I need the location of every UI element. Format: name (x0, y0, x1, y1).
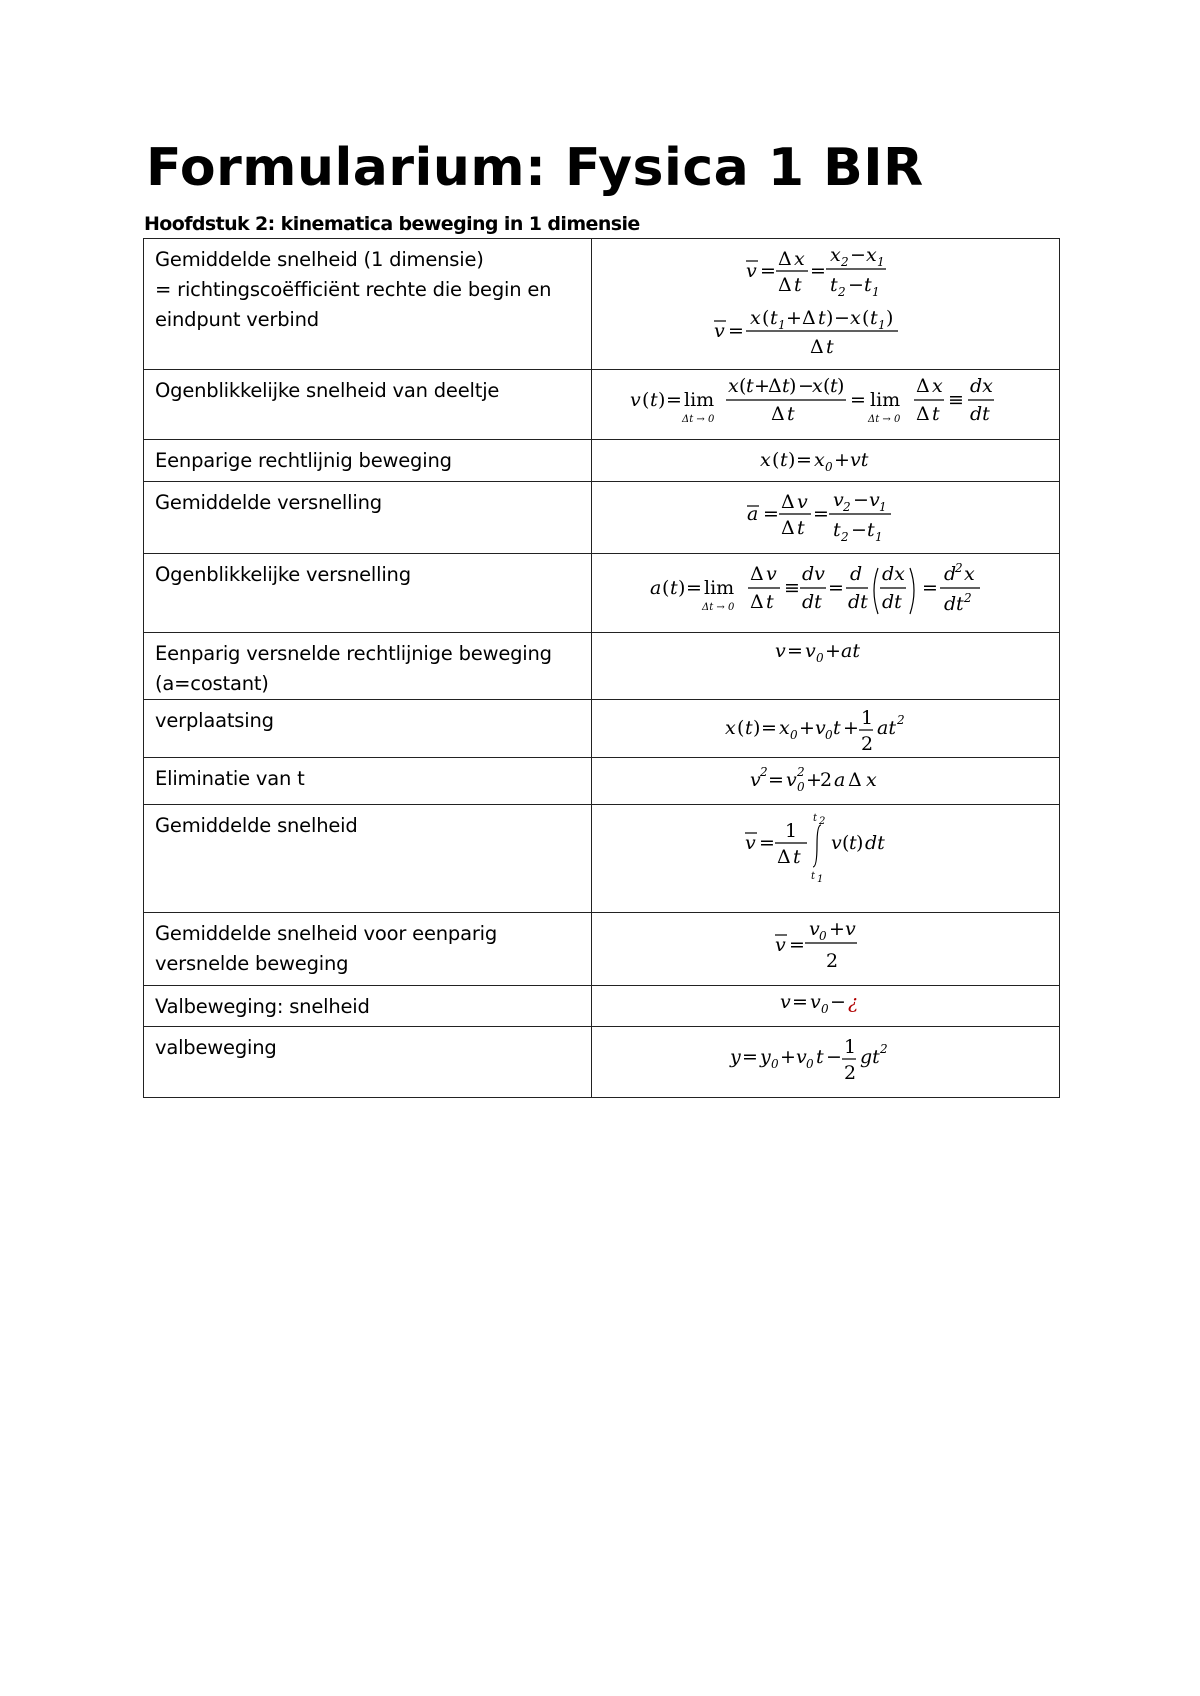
row-formula (592, 700, 1060, 758)
svg-text:x: x (749, 307, 761, 329)
table-row (144, 986, 1060, 1027)
table-row (144, 700, 1060, 758)
row-formula (592, 482, 1060, 554)
svg-text:Δt → 0: Δt → 0 (681, 414, 714, 425)
svg-text:=: = (812, 503, 829, 525)
svg-text:t: t (832, 519, 841, 541)
row-description: Valbeweging: snelheid (144, 986, 592, 1027)
svg-text:lim: lim (683, 389, 714, 411)
svg-text:t: t (869, 307, 878, 329)
formula-time-elimination (746, 758, 906, 802)
svg-text:=: = (685, 577, 702, 599)
svg-text:dt: dt (881, 591, 902, 613)
svg-text:t: t (786, 403, 795, 425)
svg-text:v: v (713, 320, 725, 342)
svg-text:1: 1 (878, 500, 887, 514)
svg-text:=: = (795, 449, 812, 471)
svg-text:d: d (849, 563, 862, 585)
svg-text:+: + (828, 918, 845, 940)
svg-text:t: t (955, 593, 964, 615)
svg-text:1: 1 (874, 530, 883, 544)
svg-text:v: v (785, 769, 797, 791)
svg-text:Δ: Δ (915, 403, 930, 425)
svg-text:t: t (817, 307, 826, 329)
svg-text:a: a (833, 769, 845, 791)
svg-text:(: ( (822, 375, 830, 397)
svg-text:+: + (779, 1046, 796, 1068)
svg-text:t: t (863, 274, 872, 296)
svg-text:2: 2 (963, 591, 972, 605)
svg-text:(: ( (771, 449, 779, 471)
svg-text:=: = (788, 934, 805, 956)
svg-text:1: 1 (877, 318, 886, 332)
svg-text:v: v (804, 640, 816, 662)
svg-text:): ) (855, 832, 863, 854)
svg-text:t: t (829, 274, 838, 296)
svg-text:v: v (749, 769, 761, 791)
svg-text:gt: gt (859, 1046, 880, 1068)
svg-text:=: = (762, 503, 779, 525)
row-description: Eenparige rechtlijnig beweging (144, 440, 592, 482)
svg-text:Δ: Δ (749, 591, 764, 613)
svg-text:2: 2 (825, 950, 838, 972)
svg-text:=: = (767, 769, 784, 791)
svg-text:=: = (791, 991, 808, 1013)
svg-text:1: 1 (871, 285, 880, 299)
svg-text:1: 1 (876, 255, 885, 269)
svg-text:2: 2 (860, 733, 873, 755)
svg-text:y: y (759, 1046, 771, 1068)
svg-text:+: + (753, 375, 770, 397)
svg-text:dt: dt (847, 591, 868, 613)
row-description: Gemiddelde snelheid (144, 805, 592, 913)
row-description: Gemiddelde snelheid voor eenparig versnelde beweging (144, 913, 592, 986)
svg-text:+: + (824, 640, 841, 662)
svg-text:d: d (943, 563, 956, 585)
table-row (144, 440, 1060, 482)
svg-text:(: ( (661, 577, 669, 599)
formula-average-velocity-integral (741, 805, 911, 885)
svg-text:a: a (746, 503, 758, 525)
svg-text:≡: ≡ (783, 577, 800, 599)
table-row (144, 1027, 1060, 1098)
svg-text:x: x (829, 244, 841, 266)
svg-text:Δ: Δ (776, 846, 791, 868)
row-formula (592, 1027, 1060, 1098)
svg-text:2: 2 (879, 1042, 888, 1056)
svg-text:t: t (810, 871, 815, 882)
page-title: Formularium: Fysica 1 BIR (146, 138, 924, 198)
svg-text:t: t (744, 717, 753, 739)
svg-text:v: v (795, 1046, 807, 1068)
svg-text:v: v (808, 918, 820, 940)
svg-text:): ) (836, 375, 844, 397)
svg-text:v: v (774, 640, 786, 662)
svg-text:−: − (852, 489, 869, 511)
svg-text:Δ: Δ (777, 274, 792, 296)
svg-text:+: + (842, 717, 859, 739)
svg-text:v: v (868, 489, 880, 511)
svg-text:): ) (677, 577, 685, 599)
svg-text:≡: ≡ (947, 389, 964, 411)
svg-text:0: 0 (820, 1002, 829, 1016)
formula-average-velocity-accelerated (771, 913, 881, 981)
svg-text:t: t (848, 832, 857, 854)
svg-text:dv: dv (801, 563, 825, 585)
svg-text:=: = (758, 832, 775, 854)
table-row (144, 633, 1060, 700)
svg-text:t: t (832, 717, 841, 739)
svg-text:t: t (781, 375, 790, 397)
svg-text:t: t (825, 336, 834, 358)
svg-text:=: = (827, 577, 844, 599)
svg-text:2: 2 (954, 561, 963, 575)
svg-text:2: 2 (896, 713, 905, 727)
row-formula (592, 370, 1060, 440)
row-description: Eenparig versnelde rechtlijnige beweging (a=costant) (144, 633, 592, 700)
svg-text:0: 0 (815, 651, 824, 665)
row-formula (592, 440, 1060, 482)
svg-text:t: t (866, 519, 875, 541)
row-formula (592, 554, 1060, 633)
svg-text:t: t (796, 517, 805, 539)
svg-text:dt: dt (969, 403, 990, 425)
row-description: Ogenblikkelijke snelheid van deeltje (144, 370, 592, 440)
svg-text:(: ( (861, 307, 869, 329)
svg-text:t: t (765, 591, 774, 613)
svg-text:t: t (769, 307, 778, 329)
svg-text:x: x (778, 717, 790, 739)
svg-text:t: t (931, 403, 940, 425)
row-description: verplaatsing (144, 700, 592, 758)
svg-text:t: t (793, 274, 802, 296)
svg-text:2: 2 (759, 765, 768, 779)
svg-text:lim: lim (703, 577, 734, 599)
svg-text:−: − (825, 1046, 842, 1068)
svg-text:2: 2 (843, 1062, 856, 1084)
svg-text:v: v (765, 563, 777, 585)
formula-instantaneous-acceleration (646, 554, 1006, 628)
svg-text:Δ: Δ (780, 517, 795, 539)
svg-text:v: v (779, 991, 791, 1013)
row-formula (592, 986, 1060, 1027)
row-description: Ogenblikkelijke versnelling (144, 554, 592, 633)
svg-text:(: ( (641, 389, 649, 411)
svg-text:−: − (849, 244, 866, 266)
svg-text:=: = (809, 260, 826, 282)
svg-text:2: 2 (818, 816, 825, 827)
svg-text:t: t (792, 846, 801, 868)
svg-text:=: = (759, 260, 776, 282)
svg-text:at: at (876, 717, 896, 739)
svg-text:0: 0 (818, 929, 827, 943)
svg-text:Δ: Δ (749, 563, 764, 585)
row-description: Eliminatie van t (144, 758, 592, 805)
svg-text:=: = (921, 577, 938, 599)
svg-text:v: v (832, 489, 844, 511)
table-row (144, 758, 1060, 805)
svg-text:Δ: Δ (770, 403, 785, 425)
svg-text:t: t (829, 375, 838, 397)
svg-text:−: − (847, 274, 864, 296)
svg-text:): ) (657, 389, 665, 411)
svg-text:2: 2 (840, 255, 849, 269)
table-row (144, 554, 1060, 633)
formula-table (143, 238, 1060, 1098)
svg-text:): ) (788, 375, 796, 397)
svg-text:x: x (813, 449, 825, 471)
svg-text:+: + (785, 307, 802, 329)
svg-text:v: v (809, 991, 821, 1013)
svg-text:2: 2 (842, 500, 851, 514)
svg-text:(: ( (841, 832, 849, 854)
svg-text:dx: dx (969, 375, 993, 397)
svg-text:): ) (825, 307, 833, 329)
svg-text:−: − (850, 519, 867, 541)
formula-average-velocity (706, 239, 946, 367)
formula-free-fall-velocity (776, 986, 876, 1024)
svg-text:0: 0 (824, 460, 833, 474)
svg-text:Δ: Δ (777, 248, 792, 270)
svg-text:0: 0 (770, 1057, 779, 1071)
svg-text:=: = (849, 389, 866, 411)
svg-text:t: t (745, 375, 754, 397)
row-formula (592, 805, 1060, 913)
formula-free-fall-position (726, 1027, 926, 1091)
row-formula (592, 633, 1060, 700)
svg-text:): ) (787, 449, 795, 471)
svg-text:+: + (798, 717, 815, 739)
svg-text:x: x (724, 717, 736, 739)
svg-text:x: x (963, 563, 975, 585)
svg-text:t: t (669, 577, 678, 599)
svg-text:Δt → 0: Δt → 0 (701, 602, 734, 613)
svg-text:=: = (786, 640, 803, 662)
svg-text:1: 1 (777, 318, 786, 332)
svg-text:Δ: Δ (847, 769, 862, 791)
svg-text:lim: lim (869, 389, 900, 411)
svg-text:t: t (812, 813, 817, 824)
row-description: Gemiddelde versnelling (144, 482, 592, 554)
svg-text:v: v (814, 717, 826, 739)
svg-text:): ) (752, 717, 760, 739)
svg-text:0: 0 (805, 1057, 814, 1071)
svg-text:1: 1 (843, 1036, 856, 1058)
row-formula (592, 239, 1060, 370)
svg-text:Δ: Δ (915, 375, 930, 397)
row-formula (592, 913, 1060, 986)
svg-text:2: 2 (837, 285, 846, 299)
svg-text:Δ: Δ (801, 307, 816, 329)
svg-text:=: = (665, 389, 682, 411)
svg-text:t: t (779, 449, 788, 471)
svg-text:0: 0 (796, 780, 805, 794)
svg-text:=: = (760, 717, 777, 739)
svg-text:−: − (833, 307, 850, 329)
svg-text:(: ( (738, 375, 746, 397)
svg-text:v: v (629, 389, 641, 411)
svg-text:vt: vt (849, 449, 868, 471)
svg-text:=: = (741, 1046, 758, 1068)
formula-instantaneous-velocity (626, 370, 1026, 436)
svg-text:v: v (796, 491, 808, 513)
formula-displacement (721, 700, 931, 756)
table-row (144, 805, 1060, 913)
svg-text:+: + (805, 769, 822, 791)
svg-text:at: at (840, 640, 860, 662)
svg-text:x: x (811, 375, 823, 397)
svg-text:x: x (865, 244, 877, 266)
svg-text:Δ: Δ (809, 336, 824, 358)
svg-text:−: − (797, 375, 814, 397)
row-formula (592, 758, 1060, 805)
svg-text:0: 0 (824, 728, 833, 742)
svg-text:y: y (729, 1046, 741, 1068)
table-row (144, 482, 1060, 554)
svg-text:dt: dt (801, 591, 822, 613)
row-description: valbeweging (144, 1027, 592, 1098)
svg-text:Δ: Δ (780, 491, 795, 513)
svg-text:x: x (727, 375, 739, 397)
svg-text:v: v (844, 918, 856, 940)
svg-text:−: − (829, 991, 846, 1013)
svg-text:x: x (931, 375, 943, 397)
table-row (144, 913, 1060, 986)
svg-text:x: x (793, 248, 805, 270)
svg-text:v: v (774, 934, 786, 956)
svg-text:Δ: Δ (767, 375, 782, 397)
svg-text:1: 1 (860, 707, 873, 729)
svg-text:=: = (727, 320, 744, 342)
svg-text:x: x (759, 449, 771, 471)
svg-text:x: x (849, 307, 861, 329)
svg-text:2: 2 (819, 769, 832, 791)
formula-accelerated-velocity (771, 633, 881, 673)
svg-text:dt: dt (864, 832, 885, 854)
svg-text:v: v (744, 832, 756, 854)
svg-text:2: 2 (796, 765, 805, 779)
svg-text:1: 1 (784, 820, 797, 842)
formula-uniform-motion (756, 440, 896, 480)
svg-text:0: 0 (789, 728, 798, 742)
svg-text:a: a (649, 577, 661, 599)
svg-text:x: x (865, 769, 877, 791)
section-heading: Hoofdstuk 2: kinematica beweging in 1 dimensie (144, 213, 640, 235)
svg-text:t: t (649, 389, 658, 411)
svg-text:+: + (833, 449, 850, 471)
svg-text:(: ( (736, 717, 744, 739)
svg-text:dx: dx (881, 563, 905, 585)
table-row (144, 239, 1060, 370)
svg-text:): ) (885, 307, 893, 329)
svg-text:2: 2 (840, 530, 849, 544)
table-row (144, 370, 1060, 440)
svg-text:t: t (815, 1046, 824, 1068)
svg-text:¿: ¿ (847, 991, 858, 1013)
svg-text:v: v (745, 260, 757, 282)
svg-text:d: d (943, 593, 956, 615)
svg-text:Δt → 0: Δt → 0 (867, 414, 900, 425)
svg-text:1: 1 (816, 874, 823, 885)
svg-text:(: ( (761, 307, 769, 329)
svg-text:v: v (830, 832, 842, 854)
formula-average-acceleration (741, 482, 911, 550)
row-description: Gemiddelde snelheid (1 dimensie) = richtingscoëfficiënt rechte die begin en eindpunt verbind (144, 239, 592, 370)
